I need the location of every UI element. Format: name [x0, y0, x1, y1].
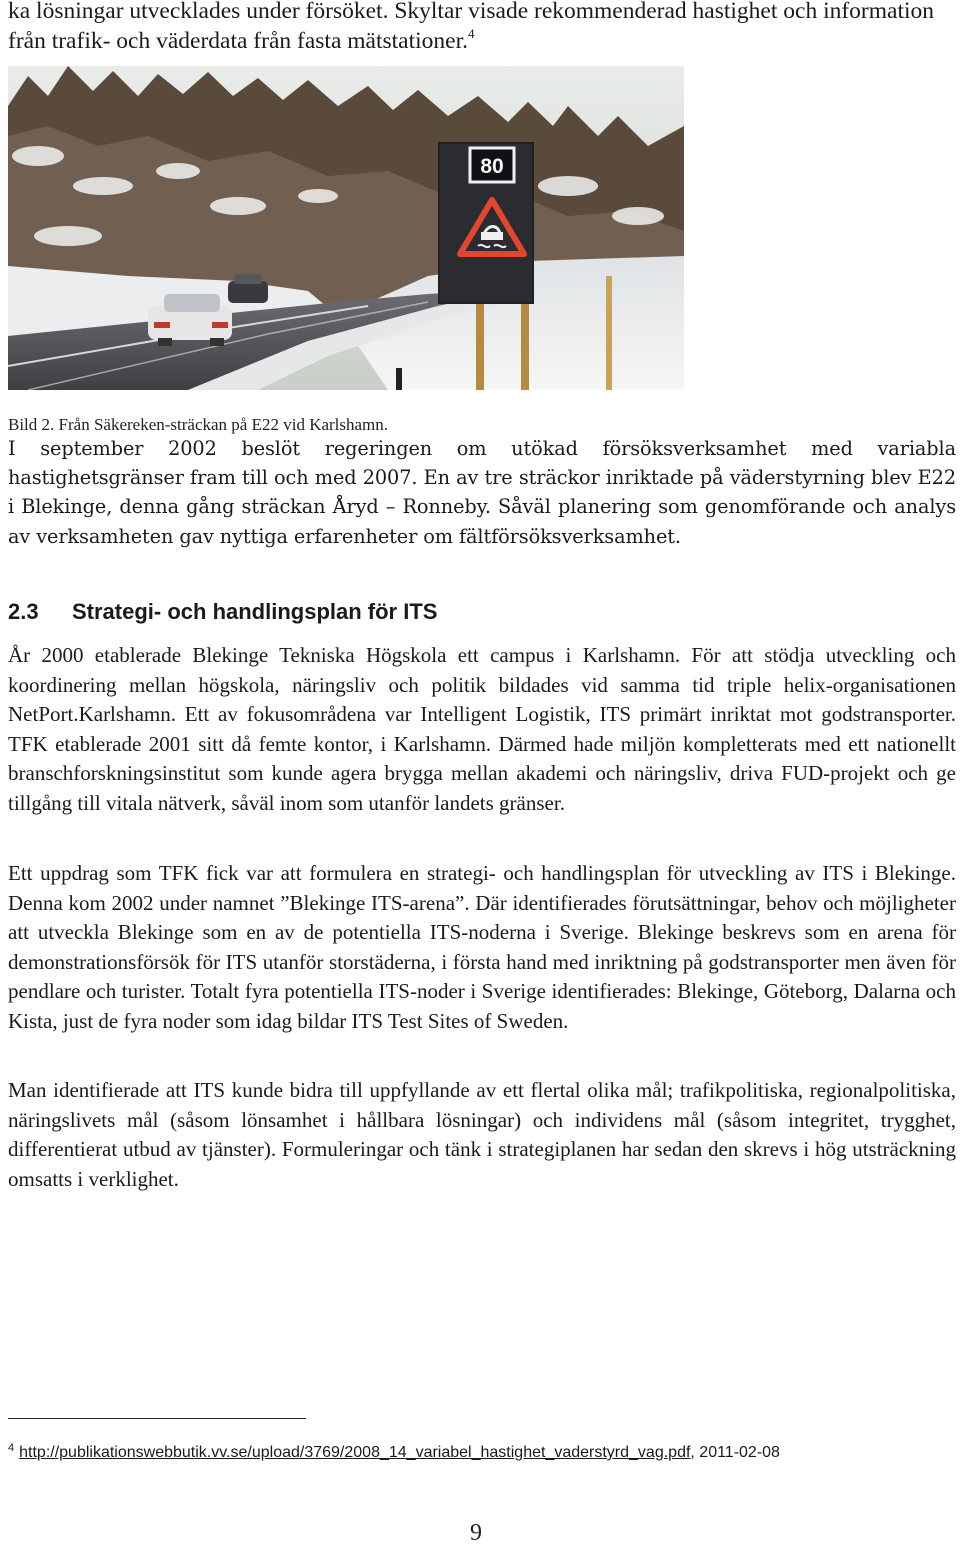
- figure-caption: Bild 2. Från Säkereken-sträckan på E22 vid Karlshamn.: [8, 415, 389, 434]
- paragraph-3: Ett uppdrag som TFK fick var att formulera en strategi- och handlingsplan för utveckling av ITS i Blekinge. Denna kom 2002 under namnet ”Blekinge ITS-arena”. Där identifierades förutsättningar, behov och möjligheter att utveckla Blekinge som en av de potentiella ITS-noderna i Sverige. Blekinge beskrevs som en arena för demonstrationsförsök för ITS utanför storstäderna, i första hand med inriktning på godstransporter men även för pendlare och turister. Totalt fyra potentiella ITS-noder i Sverige identifierades: Blekinge, Göteborg, Dalarna och Kista, just de fyra noder som idag bildar ITS Test Sites of Sweden.: [8, 861, 956, 1033]
- intro-paragraph: [8, 0, 956, 56]
- intro-text: ka lösningar utvecklades under försöket. Skyltar visade rekommenderad hastighet och information från trafik- och väderdata från fasta mätstationer.: [8, 0, 935, 54]
- footnote-ref: 4: [467, 26, 475, 41]
- paragraph-1: I september 2002 beslöt regeringen om utökad försöksverksamhet med variabla hastighetsgränser fram till och med 2007. En av tre sträckor inriktade på väderstyrning blev E22 i Blekinge, denna gång sträckan Åryd – Ronneby. Såväl planering som genomförande och analys av verksamheten gav nyttiga erfarenheter om fältförsöksverksamhet.: [8, 437, 956, 548]
- section-heading: [8, 597, 437, 627]
- footnote: [8, 1442, 780, 1464]
- sign-speed-value: 80: [480, 155, 504, 178]
- section-number: 2.3: [8, 599, 39, 624]
- road-sign-photo: [8, 66, 684, 390]
- section-title: Strategi- och handlingsplan för ITS: [72, 599, 438, 624]
- page-number: 9: [470, 1520, 482, 1546]
- paragraph-2: År 2000 etablerade Blekinge Tekniska Högskola ett campus i Karlshamn. För att stödja utveckling och koordinering mellan högskola, näringsliv och politik bildades vid samma tid triple helix-organisationen NetPort.Karlshamn. Ett av fokusområdena var Intelligent Logistik, ITS primärt inriktat mot godstransporter. TFK etablerade 2001 sitt då femte kontor, i Karlshamn. Därmed hade miljön kompletterats med ett nationellt branschforskningsinstitut som kunde agera brygga mellan akademi och näringsliv, driva FUD-projekt och ge tillgång till vitala nätverk, såväl inom som utanför landets gränser.: [8, 643, 956, 815]
- footnote-separator: [8, 1418, 306, 1419]
- footnote-link[interactable]: http://publikationswebbutik.vv.se/upload/3769/2008_14_variabel_hastighet_vaderstyrd_vag.pdf: [19, 1444, 691, 1461]
- footnote-number: 4: [8, 1442, 15, 1454]
- footnote-date: , 2011-02-08: [690, 1444, 780, 1461]
- paragraph-4: Man identifierade att ITS kunde bidra till uppfyllande av ett flertal olika mål; trafikpolitiska, regionalpolitiska, näringslivets mål (såsom lönsamhet i hållbara lösningar) och individens mål (såsom integritet, trygghet, differentierat utbud av tjänster). Formuleringar och tänk i strategiplanen har sedan den skrevs i hög utsträckning omsatts i verklighet.: [8, 1078, 956, 1191]
